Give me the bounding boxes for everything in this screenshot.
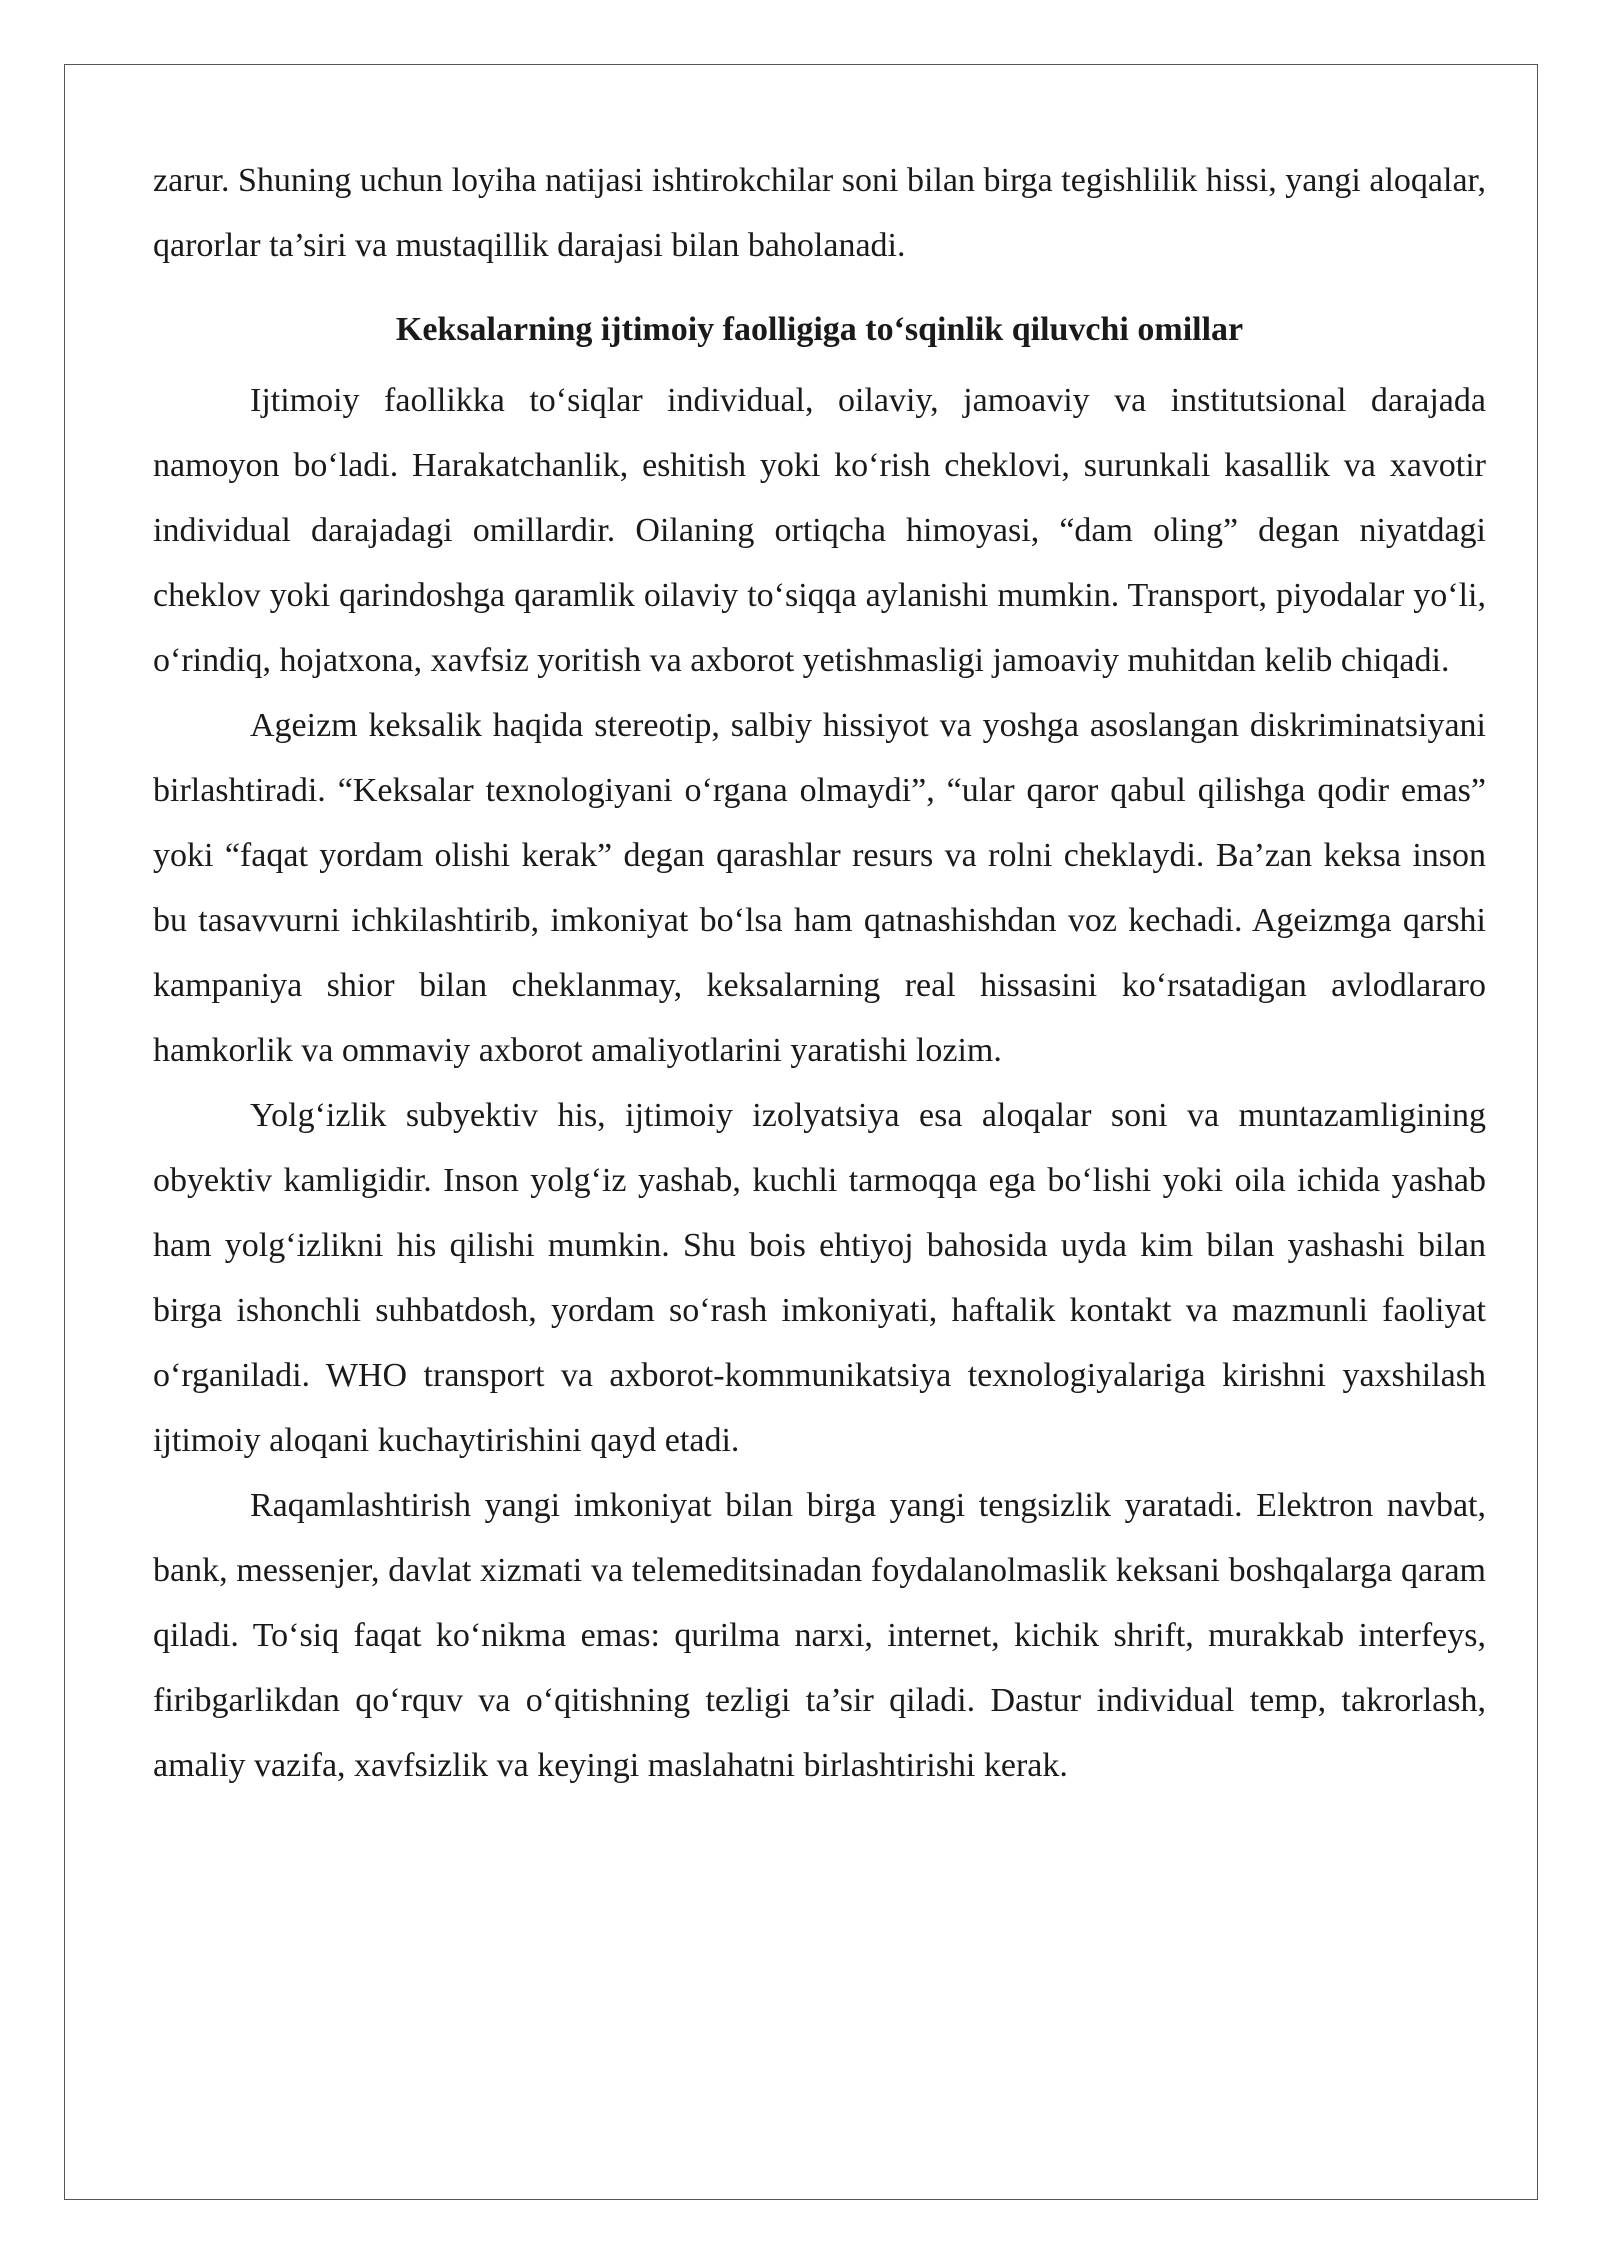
paragraph: Ijtimoiy faollikka to‘siqlar individual, oilaviy, jamoaviy va institutsional darajada namoyon bo‘ladi. Harakatchanlik, eshitish yoki ko‘rish cheklovi, surunkali kasallik va xavotir individual darajadagi omillardir. Oilaning ortiqcha himoyasi, “dam oling” degan niyatdagi cheklov yoki qarindoshga qaramlik oilaviy to‘siqqa aylanishi mumkin. Transport, piyodalar yo‘li, o‘rindiq, hojatxona, xavfsiz yoritish va axborot yetishmasligi jamoaviy muhitdan kelib chiqadi.: [153, 382, 1486, 679]
paragraph: Ageizm keksalik haqida stereotip, salbiy hissiyot va yoshga asoslangan diskriminatsiyani birlashtiradi. “Keksalar texnologiyani o‘rgana olmaydi”, “ular qaror qabul qilishga qodir emas” yoki “faqat yordam olishi kerak” degan qarashlar resurs va rolni cheklaydi. Ba’zan keksa inson bu tasavvurni ichkilashtirib, imkoniyat bo‘lsa ham qatnashishdan voz kechadi. Ageizmga qarshi kampaniya shior bilan cheklanmay, keksalarning real hissasini ko‘rsatadigan avlodlararo hamkorlik va ommaviy axborot amaliyotlarini yaratishi lozim.: [153, 707, 1486, 1069]
paragraph: Yolg‘izlik subyektiv his, ijtimoiy izolyatsiya esa aloqalar soni va muntazamligining obyektiv kamligidir. Inson yolg‘iz yashab, kuchli tarmoqqa ega bo‘lishi yoki oila ichida yashab ham yolg‘izlikni his qilishi mumkin. Shu bois ehtiyoj bahosida uyda kim bilan yashashi bilan birga ishonchli suhbatdosh, yordam so‘rash imkoniyati, haftalik kontakt va mazmunli faoliyat o‘rganiladi. WHO transport va axborot-kommunikatsiya texnologiyalariga kirishni yaxshilash ijtimoiy aloqani kuchaytirishini qayd etadi.: [153, 1097, 1486, 1459]
paragraph: Raqamlashtirish yangi imkoniyat bilan birga yangi tengsizlik yaratadi. Elektron navbat, bank, messenjer, davlat xizmati va telemeditsinadan foydalanolmaslik keksani boshqalarga qaram qiladi. To‘siq faqat ko‘nikma emas: qurilma narxi, internet, kichik shrift, murakkab interfeys, firibgarlikdan qo‘rquv va o‘qitishning tezligi ta’sir qiladi. Dastur individual temp, takrorlash, amaliy vazifa, xavfsizlik va keyingi maslahatni birlashtirishi kerak.: [153, 1487, 1486, 1784]
document-body: [153, 148, 1486, 1798]
section-heading: Keksalarning ijtimoiy faolligiga to‘sqinlik qiluvchi omillar: [395, 311, 1244, 348]
paragraph-continuation: zarur. Shuning uchun loyiha natijasi ishtirokchilar soni bilan birga tegishlilik hissi, yangi aloqalar, qarorlar ta’siri va mustaqillik darajasi bilan baholanadi.: [153, 162, 1486, 264]
